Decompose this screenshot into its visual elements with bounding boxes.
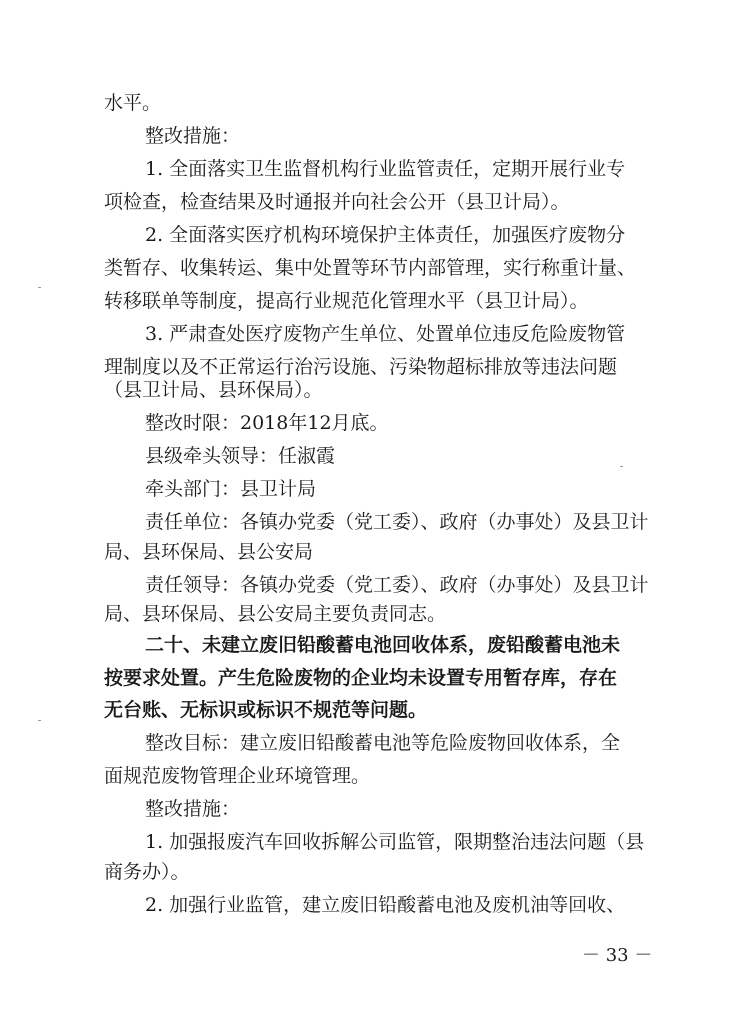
body-text-line: 项检查，检查结果及时通报并向社会公开（县卫计局）。 [104,191,570,213]
body-text-line: 局、县环保局、县公安局主要负责同志。 [104,603,447,625]
body-text-line: 2. 加强行业监管，建立废旧铅酸蓄电池及废机油等回收、 [145,894,626,916]
scan-speck [38,287,41,288]
body-text-line: 面规范废物管理企业环境管理。 [104,765,371,787]
body-text-line: 牵头部门：县卫计局 [145,478,317,500]
section-heading-line: 按要求处置。产生危险废物的企业均未设置专用暂存库，存在 [104,667,618,689]
body-text-line: 转移联单等制度，提高行业规范化管理水平（县卫计局）。 [104,290,589,312]
body-text-line: 责任单位：各镇办党委（党工委）、政府（办事处）及县卫计 [145,511,649,533]
body-text-line: 局、县环保局、县公安局 [104,541,314,563]
section-heading-line: 二十、未建立废旧铅酸蓄电池回收体系，废铅酸蓄电池未 [145,634,621,656]
body-text-line: 整改措施： [145,798,241,820]
scan-speck [620,466,623,467]
section-heading-line: 无台账、无标识或标识不规范等问题。 [104,699,428,721]
body-text-line: 3. 严肃查处医疗废物产生单位、处置单位违反危险废物管 [145,323,626,345]
body-text-line: 类暂存、收集转运、集中处置等环节内部管理，实行称重计量、 [104,257,637,279]
scan-speck [38,720,41,721]
body-text-line: 1. 加强报废汽车回收拆解公司监管，限期整治违法问题（县 [145,831,645,853]
body-text-line: 1. 全面落实卫生监督机构行业监管责任，定期开展行业专 [145,158,626,180]
body-text-line: 整改时限：2018年12月底。 [145,412,389,434]
body-text-line: 商务办）。 [104,861,190,883]
body-text-line: 责任领导：各镇办党委（党工委）、政府（办事处）及县卫计 [145,574,649,596]
body-text-line: 整改措施： [145,125,241,147]
page-number: － 33 － [582,945,653,966]
body-text-line: 理制度以及不正常运行治污设施、污染物超标排放等违法问题 [104,356,618,378]
body-text-line: 整改目标：建立废旧铅酸蓄电池等危险废物回收体系，全 [145,732,621,754]
body-text-line: （县卫计局、县环保局）。 [104,379,323,401]
body-text-line: 水平。 [104,92,162,114]
body-text-line: 县级牵头领导：任淑霞 [145,445,336,467]
body-text-line: 2. 全面落实医疗机构环境保护主体责任，加强医疗废物分 [145,224,626,246]
